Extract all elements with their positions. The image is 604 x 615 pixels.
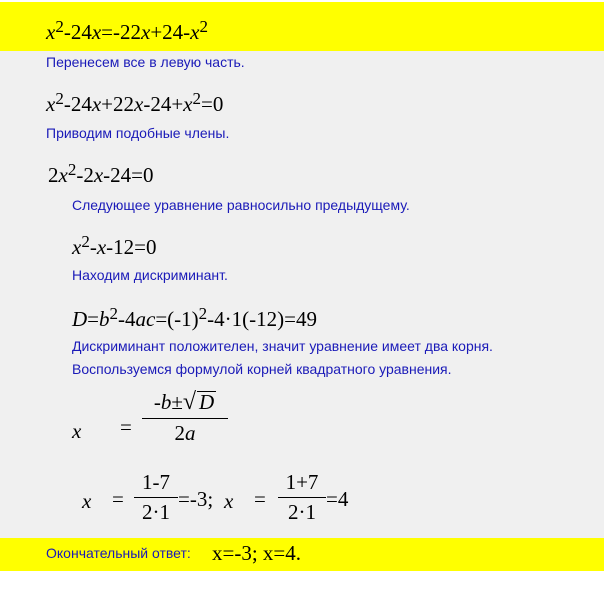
root1-denominator: 2·1 <box>142 500 170 524</box>
fraction-bar <box>142 418 228 419</box>
root1-fraction <box>134 472 178 523</box>
initial-equation: $x^2-24x=-22x+24-x^2$ <box>46 17 208 44</box>
combined-equation: $2x^2-2x-24=0$ <box>48 160 154 187</box>
reduced-equation: $x^2-x-12=0$ <box>72 232 157 259</box>
formula-fraction <box>142 390 228 444</box>
note-positive: Дискриминант положителен, значит уравнение имеет два корня. <box>72 338 493 354</box>
note-discriminant: Находим дискриминант. <box>72 267 228 283</box>
discriminant-equation: $D=b^2-4ac=(-1)^2-4\cdot 1(-12)=49$ <box>72 304 317 331</box>
root2-variable: x <box>224 489 234 513</box>
note-formula: Воспользуемся формулой корней квадратного уравнения. <box>72 361 452 377</box>
root2-fraction <box>278 472 326 523</box>
root1-equals: = <box>112 487 124 511</box>
root2-equals: = <box>254 487 266 511</box>
root1-value: =-3; <box>178 487 214 511</box>
formula-denominator: 2a <box>174 421 196 445</box>
root1-numerator: 1-7 <box>142 470 170 494</box>
final-answer-value: x=-3; x=4. <box>212 541 302 565</box>
note-combine: Приводим подобные члены. <box>46 125 230 141</box>
note-equivalent: Следующее уравнение равносильно предыдущему. <box>72 197 410 213</box>
formula-variable: x <box>72 419 82 443</box>
formula-equals: = <box>120 415 132 439</box>
note-move-left: Перенесем все в левую часть. <box>46 54 245 70</box>
root2-value: =4 <box>326 487 349 511</box>
root2-bar <box>278 497 326 498</box>
root2-denominator: 2·1 <box>288 500 316 524</box>
root2-numerator: 1+7 <box>285 470 319 494</box>
root1-bar <box>134 497 178 498</box>
final-answer-label: Окончательный ответ: <box>46 545 191 561</box>
root1-variable: x <box>82 489 92 513</box>
formula-numerator: -b±√ D <box>153 389 215 415</box>
moved-equation: $x^2-24x+22x-24+x^2=0$ <box>46 89 224 116</box>
